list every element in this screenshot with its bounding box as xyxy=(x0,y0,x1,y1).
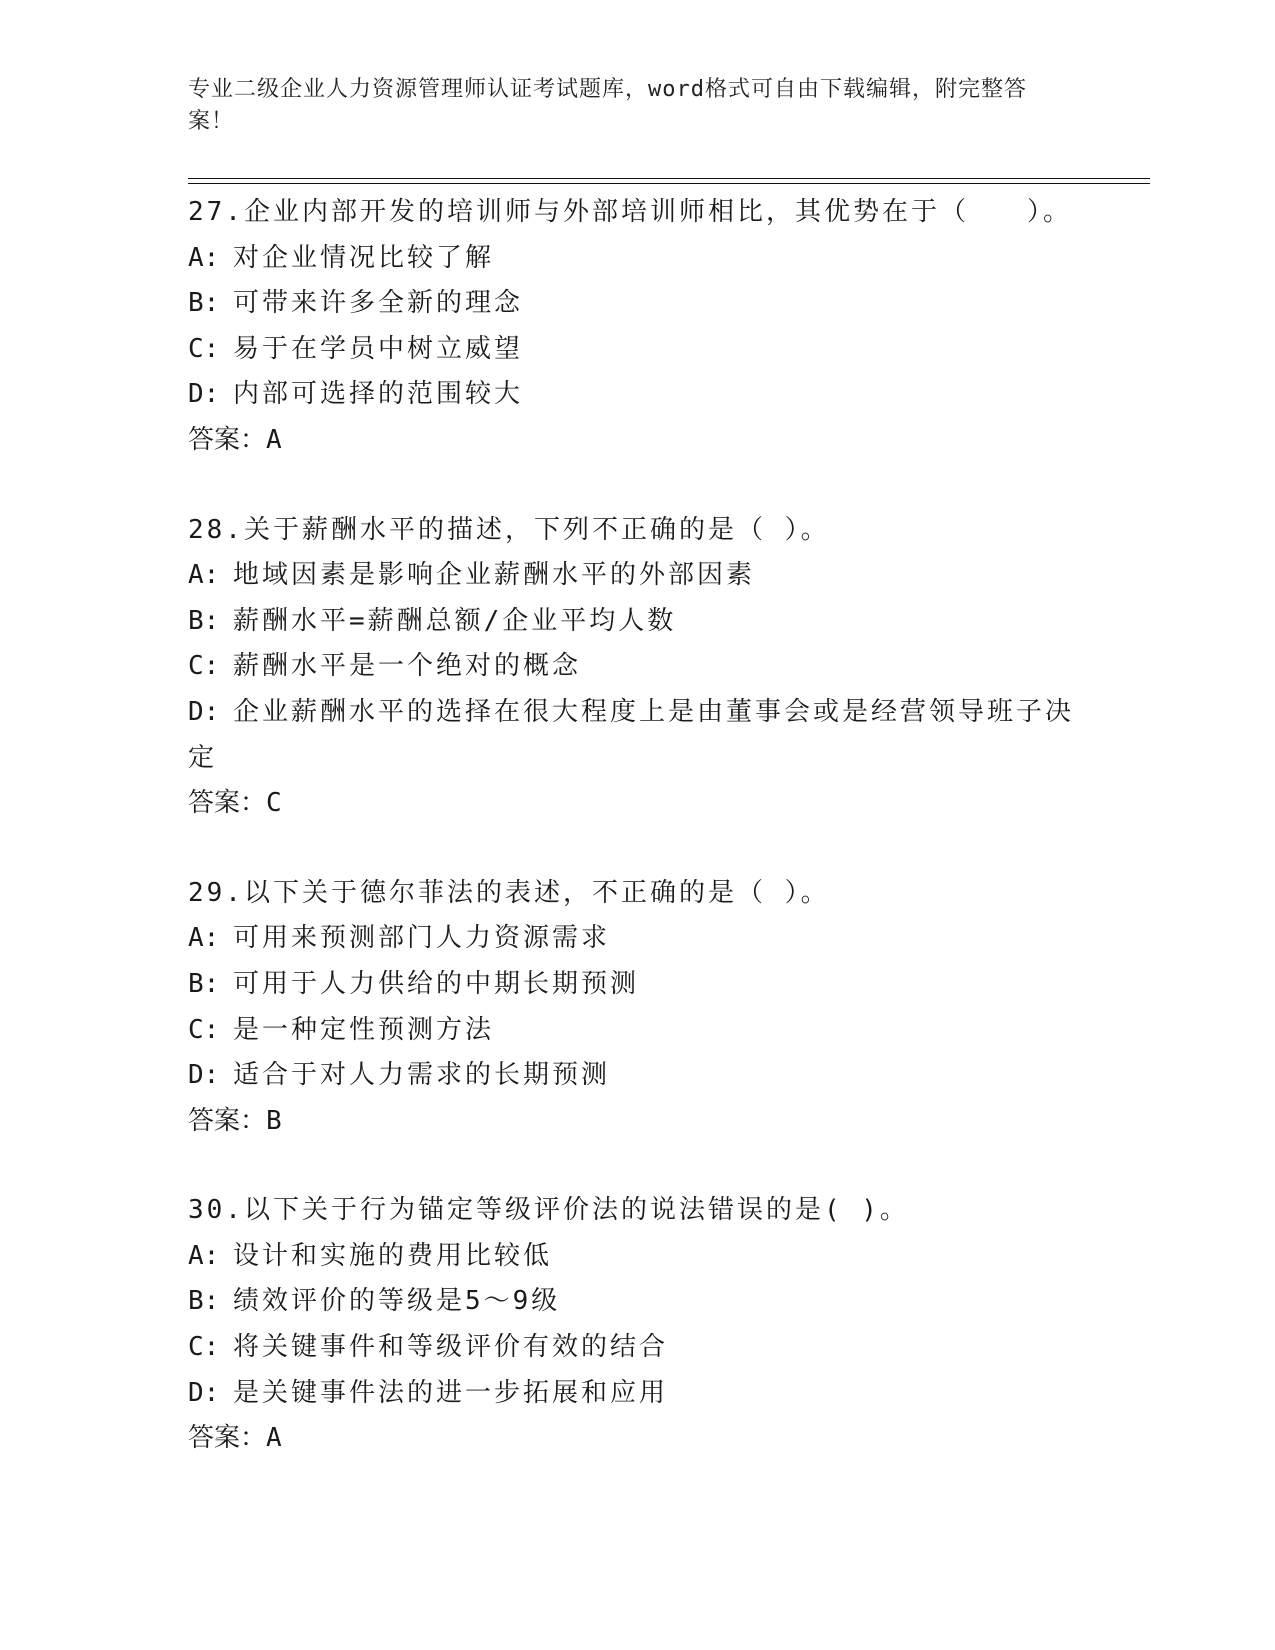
option-text: 对企业情况比较了解 xyxy=(233,242,495,273)
option-c xyxy=(188,644,1088,690)
question-stem: 30.以下关于行为锚定等级评价法的说法错误的是( )。 xyxy=(188,1195,909,1226)
question-28 xyxy=(188,508,1088,827)
option-letter: C: xyxy=(188,651,220,682)
option-d xyxy=(188,690,1088,781)
option-letter: C: xyxy=(188,1332,220,1363)
header-rule-top xyxy=(188,178,1150,179)
option-a xyxy=(188,1234,1088,1280)
option-b xyxy=(188,599,1088,645)
answer-value: A xyxy=(266,1423,284,1454)
option-text: 适合于对人力需求的长期预测 xyxy=(233,1060,611,1091)
option-letter: A: xyxy=(188,560,220,591)
question-stem: 28.关于薪酬水平的描述，下列不正确的是（ ）。 xyxy=(188,514,830,545)
option-text: 薪酬水平是一个绝对的概念 xyxy=(233,651,582,682)
option-text: 企业薪酬水平的选择在很大程度上是由董事会或是经营领导班子决定 xyxy=(188,696,1075,773)
option-text: 易于在学员中树立威望 xyxy=(233,333,524,364)
answer-line xyxy=(188,781,1088,827)
option-letter: D: xyxy=(188,1377,220,1408)
answer-line xyxy=(188,418,1088,464)
option-letter: B: xyxy=(188,1286,220,1317)
option-text: 是关键事件法的进一步拓展和应用 xyxy=(233,1377,669,1408)
question-stem: 27.企业内部开发的培训师与外部培训师相比，其优势在于（ ）。 xyxy=(188,197,1072,227)
option-letter: A: xyxy=(188,923,220,954)
question-27 xyxy=(188,190,1088,464)
option-d xyxy=(188,372,1088,418)
option-text: 薪酬水平=薪酬总额/企业平均人数 xyxy=(233,605,677,636)
answer-line xyxy=(188,1099,1088,1145)
option-letter: B: xyxy=(188,288,220,319)
option-letter: A: xyxy=(188,1240,220,1271)
question-list xyxy=(188,190,1088,1462)
option-text: 是一种定性预测方法 xyxy=(233,1014,495,1045)
option-letter: C: xyxy=(188,1014,220,1045)
option-b xyxy=(188,281,1088,327)
option-b xyxy=(188,1279,1088,1325)
option-text: 可用来预测部门人力资源需求 xyxy=(233,923,611,954)
option-c xyxy=(188,327,1088,373)
option-letter: D: xyxy=(188,696,220,727)
option-d xyxy=(188,1053,1088,1099)
answer-label: 答案： xyxy=(188,788,267,819)
option-text: 绩效评价的等级是5～9级 xyxy=(233,1286,561,1317)
option-c xyxy=(188,1008,1088,1054)
option-text: 将关键事件和等级评价有效的结合 xyxy=(233,1332,669,1363)
header-rule-bottom xyxy=(188,183,1150,184)
header-text: 专业二级企业人力资源管理师认证考试题库，word格式可自由下载编辑，附完整答案！ xyxy=(188,77,1027,134)
option-text: 地域因素是影响企业薪酬水平的外部因素 xyxy=(233,560,756,591)
option-letter: A: xyxy=(188,242,220,273)
option-d xyxy=(188,1371,1088,1417)
answer-label: 答案： xyxy=(188,424,267,455)
option-text: 内部可选择的范围较大 xyxy=(233,379,524,410)
document-header xyxy=(188,74,1068,138)
option-a xyxy=(188,236,1088,282)
option-text: 设计和实施的费用比较低 xyxy=(233,1240,553,1271)
question-30 xyxy=(188,1188,1088,1462)
answer-line xyxy=(188,1416,1088,1462)
option-letter: C: xyxy=(188,333,220,364)
option-letter: D: xyxy=(188,1060,220,1091)
option-letter: B: xyxy=(188,968,220,999)
option-letter: D: xyxy=(188,379,220,410)
option-letter: B: xyxy=(188,605,220,636)
option-c xyxy=(188,1325,1088,1371)
answer-label: 答案： xyxy=(188,1423,267,1454)
option-a xyxy=(188,553,1088,599)
question-stem: 29.以下关于德尔菲法的表述，不正确的是（ ）。 xyxy=(188,877,830,908)
option-a xyxy=(188,916,1088,962)
question-29 xyxy=(188,871,1088,1145)
answer-value: B xyxy=(266,1105,284,1136)
option-text: 可带来许多全新的理念 xyxy=(233,288,524,319)
option-text: 可用于人力供给的中期长期预测 xyxy=(233,968,640,999)
option-b xyxy=(188,962,1088,1008)
answer-value: A xyxy=(266,424,284,455)
answer-value: C xyxy=(266,788,284,819)
answer-label: 答案： xyxy=(188,1105,267,1136)
